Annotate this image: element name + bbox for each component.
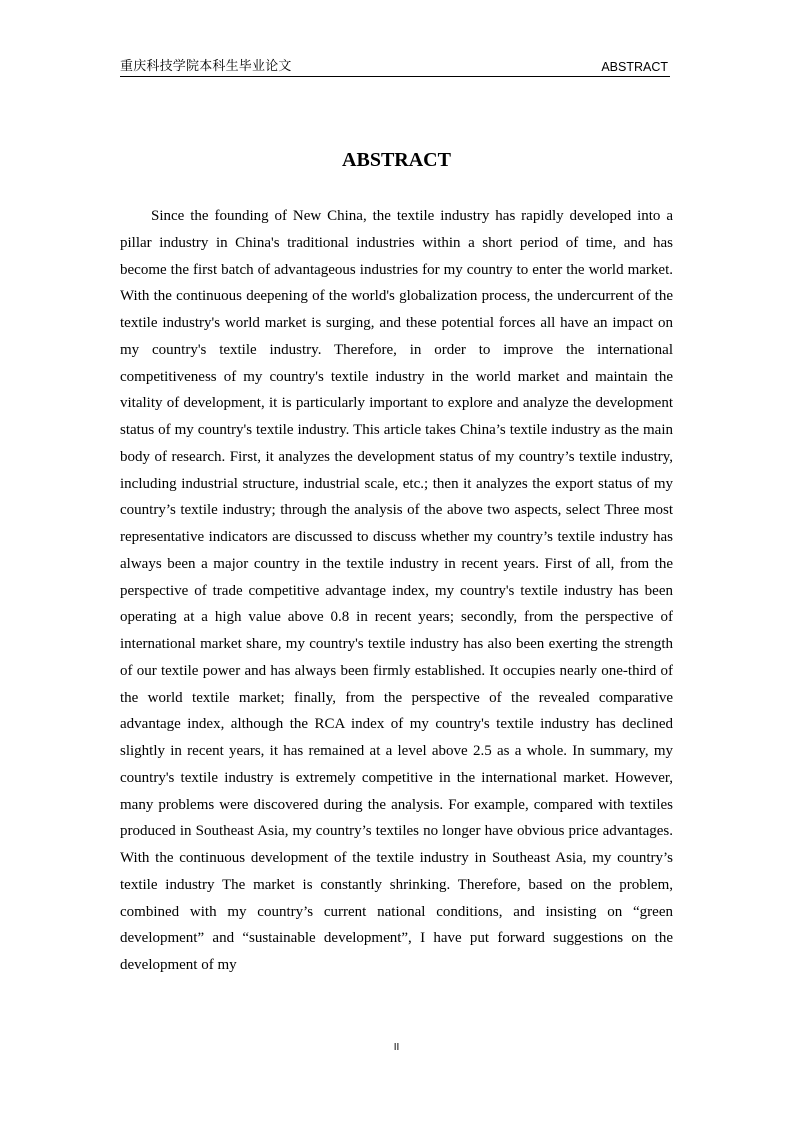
- abstract-title: ABSTRACT: [342, 149, 451, 171]
- page-header: [120, 58, 670, 77]
- header-section-title: ABSTRACT: [601, 60, 668, 74]
- page-number: II: [393, 1042, 400, 1053]
- header-university-title: 重庆科技学院本科生毕业论文: [120, 59, 292, 74]
- abstract-body: Since the founding of New China, the textile industry has rapidly developed into a pillar industry in China's traditional industries within a short period of time, and has become the first batch of advantageous industries for my country to enter the world market. With the continuous deepening of the world's globalization process, the undercurrent of the textile industry's world market is surging, and these potential forces all have an impact on my country's textile industry. Therefore, in order to improve the international competitiveness of my country's textile industry in the world market and maintain the vitality of development, it is particularly important to explore and analyze the development status of my country's textile industry. This article takes China’s textile industry as the main body of research. First, it analyzes the development status of my country’s textile industry, including industrial structure, industrial scale, etc.; then it analyzes the export status of my country’s textile industry; through the analysis of the above two aspects, select Three most representative indicators are discussed to discuss whether my country’s textile industry has always been a major country in the textile industry in recent years. First of all, from the perspective of trade competitive advantage index, my country's textile industry has been operating at a high value above 0.8 in recent years; secondly, from the perspective of international market share, my country's textile industry has also been exerting the strength of our textile power and has always been firmly established. It occupies nearly one-third of the world textile market; finally, from the perspective of the revealed comparative advantage index, although the RCA index of my country's textile industry has declined slightly in recent years, it has remained at a level above 2.5 as a whole. In summary, my country's textile industry is extremely competitive in the international market. However, many problems were discovered during the analysis. For example, compared with textiles produced in Southeast Asia, my country’s textiles no longer have obvious price advantages. With the continuous development of the textile industry in Southeast Asia, my country’s textile industry The market is constantly shrinking. Therefore, based on the problem, combined with my country’s current national conditions, and insisting on “green development” and “sustainable development”, I have put forward suggestions on the development of my: [120, 208, 673, 973]
